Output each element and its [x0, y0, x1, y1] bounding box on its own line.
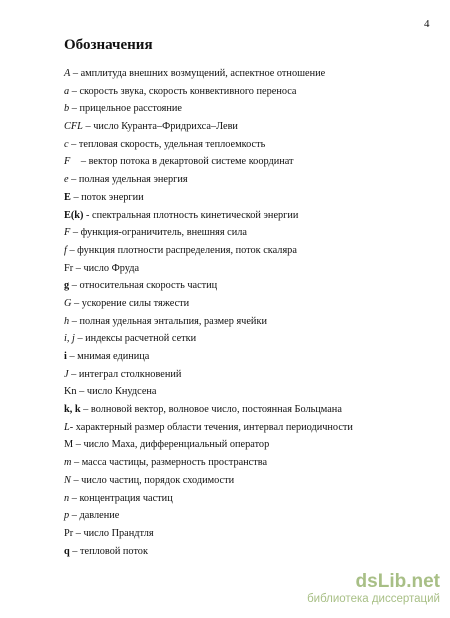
symbol: g	[64, 280, 70, 292]
symbol-entry	[64, 313, 444, 331]
symbol-entry	[64, 454, 444, 472]
symbol-entry	[64, 472, 444, 490]
symbol: i	[64, 351, 67, 362]
symbol: h	[64, 315, 70, 327]
symbol-description: - спектральная плотность кинетической энергии	[83, 209, 299, 221]
symbol: n	[64, 492, 70, 504]
symbol-entry	[64, 207, 444, 225]
watermark	[286, 572, 446, 606]
symbol-entry	[64, 136, 444, 154]
symbol-description: – волновой вектор, волновое число, постоянная Больцмана	[80, 404, 342, 416]
symbol: L	[64, 421, 70, 433]
symbol: Kn	[64, 386, 77, 398]
symbol-entry	[64, 525, 444, 543]
symbol: CFL	[64, 121, 83, 133]
symbol-entry	[64, 277, 444, 295]
symbol-description: – число Кнудсена	[76, 386, 157, 398]
symbol-description: – индексы расчетной сетки	[74, 333, 197, 345]
symbol: F⃗	[64, 156, 79, 168]
symbol-description: – число Куранта–Фридрихса–Леви	[82, 121, 238, 133]
symbol-description: – число Маха, дифференциальный оператор	[73, 439, 270, 451]
symbol-entry	[64, 348, 444, 366]
page-number: 4	[424, 18, 430, 30]
symbol-description: – число Фруда	[73, 262, 140, 274]
symbol-description: – прицельное расстояние	[69, 103, 182, 115]
symbol-entry	[64, 171, 444, 189]
symbol-description: – амплитуда внешних возмущений, аспектное отношение	[70, 68, 326, 79]
symbol-entry	[64, 153, 444, 171]
symbol-entry	[64, 401, 444, 419]
symbol-entry	[64, 100, 444, 118]
symbol-description: – интеграл столкновений	[68, 368, 182, 380]
watermark-logo: dsLib.net	[355, 571, 440, 592]
symbol: a	[64, 85, 70, 97]
symbol-entry	[64, 189, 444, 207]
symbol-entry	[64, 419, 444, 437]
symbol-description: – поток энергии	[70, 191, 144, 203]
symbol: F	[64, 227, 71, 239]
symbol-entry	[64, 436, 444, 454]
symbol: A	[64, 68, 71, 79]
symbol-description: – давление	[69, 510, 120, 522]
symbol-description: – полная удельная энергия	[68, 174, 188, 186]
symbol-entry	[64, 507, 444, 525]
symbol-entry	[64, 366, 444, 384]
symbol-description: – функция плотности распределения, поток скаляра	[66, 244, 297, 256]
symbol: E	[64, 191, 71, 203]
symbol-description: – относительная скорость частиц	[69, 280, 218, 292]
symbol-description: – скорость звука, скорость конвективного переноса	[69, 85, 297, 97]
symbol-entry	[64, 242, 444, 260]
page-title: Обозначения	[64, 37, 153, 53]
symbol-description: – концентрация частиц	[69, 492, 173, 504]
symbol-description: – тепловая скорость, удельная теплоемкость	[68, 138, 266, 150]
symbol: i, j	[64, 333, 75, 345]
symbol: J	[64, 368, 69, 380]
symbol-entry	[64, 83, 444, 101]
symbol: q	[64, 545, 70, 557]
symbol-description: – тепловой поток	[69, 545, 148, 557]
symbol: c	[64, 138, 69, 150]
symbol-entry	[64, 118, 444, 136]
symbol-description: – вектор потока в декартовой системе координат	[78, 156, 294, 168]
symbol-entry	[64, 543, 444, 561]
symbol-description: – мнимая единица	[66, 351, 150, 362]
symbol: f	[64, 244, 67, 256]
symbol-list	[64, 65, 444, 560]
watermark-subtitle: библиотека диссертаций	[307, 593, 440, 605]
symbol: e	[64, 174, 69, 186]
symbol-entry	[64, 330, 444, 348]
symbol: Fr	[64, 262, 74, 274]
symbol-entry	[64, 224, 444, 242]
symbol-description: – масса частицы, размерность пространства	[71, 457, 268, 469]
symbol-description: – число Прандтля	[73, 527, 154, 539]
symbol-entry	[64, 490, 444, 508]
symbol: N	[64, 474, 71, 486]
symbol-description: – функция-ограничитель, внешняя сила	[70, 227, 247, 239]
symbol-entry	[64, 65, 444, 83]
symbol: M	[64, 439, 74, 451]
symbol-entry	[64, 295, 444, 313]
symbol: G	[64, 297, 72, 309]
symbol-entry	[64, 383, 444, 401]
symbol: E(k)	[64, 209, 84, 221]
symbol: p	[64, 510, 70, 522]
symbol-entry	[64, 260, 444, 278]
symbol: k, k	[64, 404, 81, 416]
symbol-description: – число частиц, порядок сходимости	[70, 474, 235, 486]
symbol-description: – полная удельная энтальпия, размер ячейки	[69, 315, 267, 327]
symbol: Pr	[64, 527, 74, 539]
symbol: m	[64, 457, 72, 469]
symbol-description: – ускорение силы тяжести	[71, 297, 190, 309]
symbol: b	[64, 103, 70, 115]
symbol-description: - характерный размер области течения, интервал периодичности	[69, 421, 353, 433]
